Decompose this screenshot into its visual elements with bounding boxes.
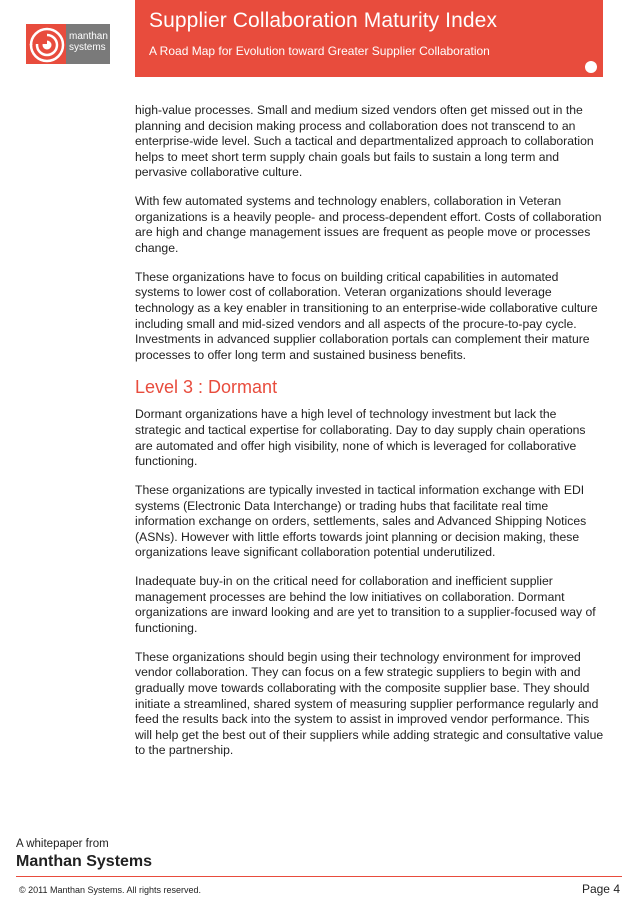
paragraph: These organizations are typically invested in tactical information exchange with EDI systems (Electronic Data Interchange) or trading hubs that facilitate real time information exchange on orders, settlements, sales and Advanced Shipping Notices (ASNs). However with little efforts towards joint planning or decision making, these organizations leave significant collaboration potential underutilized.	[135, 483, 587, 560]
footer-label: A whitepaper from	[16, 838, 109, 850]
document-subtitle: A Road Map for Evolution toward Greater Supplier Collaboration	[149, 44, 490, 58]
paragraph: These organizations should begin using their technology environment for improved vendor collaboration. They can focus on a few strategic suppliers to begin with and gradually move towards collaborating with the composite supplier base. They should initiate a streamlined, shared system of measuring supplier performance regularly and feed the results back into the system to assist in improved vendor performance. This will help get the best out of their suppliers while adding strategic and consultative value to the partnership.	[135, 649, 604, 758]
paragraph: Dormant organizations have a high level of technology investment but lack the strategic and tactical expertise for collaborating. Day to day supply chain operations are automated and offer high visibility, none of which is leveraged for collaborative functioning.	[135, 407, 586, 469]
paragraph: high-value processes. Small and medium sized vendors often get missed out in the planning and decision making process and collaboration does not transcend to an enterprise-wide level. Such a tactical and departmentalized approach to collaboration helps to meet short term supply chain goals but fails to sustain a long term and pervasive collaborative culture.	[135, 103, 594, 180]
document-title: Supplier Collaboration Maturity Index	[149, 9, 498, 32]
logo-line-2: systems	[69, 42, 106, 53]
swirl-logo-icon	[26, 24, 66, 64]
copyright-notice: © 2011 Manthan Systems. All rights reserved.	[19, 885, 202, 895]
header-dot-decoration	[585, 61, 597, 73]
paragraph: With few automated systems and technology enablers, collaboration in Veteran organizations is a heavily people- and process-dependent effort. Costs of collaboration are high and change management issues are frequent as people move or processes change.	[135, 194, 602, 255]
logo-line-1: manthan	[69, 31, 108, 42]
page-number: Page 4	[581, 882, 620, 896]
body-content	[135, 103, 605, 772]
footer-company-name: Manthan Systems	[16, 853, 153, 870]
paragraph: Inadequate buy-in on the critical need for collaboration and inefficient supplier management processes are behind the low initiatives on collaboration. Dormant organizations are inward looking and are yet to transition to a supplier-focused way of functioning.	[135, 574, 596, 635]
footer-divider	[16, 876, 622, 877]
section-heading: Level 3 : Dormant	[135, 377, 278, 398]
paragraph: These organizations have to focus on building critical capabilities in automated systems to lower cost of collaboration. Veteran organizations should leverage technology as a key enabler in transitioning to an enterprise-wide collaborative culture including small and mid-sized vendors and all aspects of the procure-to-pay cycle. Investments in advanced supplier collaboration portals can complement their mature processes to offer long term and sustained business benefits.	[135, 269, 598, 362]
logo-wordmark	[69, 31, 108, 53]
header-band	[135, 0, 603, 77]
company-logo	[26, 24, 110, 64]
